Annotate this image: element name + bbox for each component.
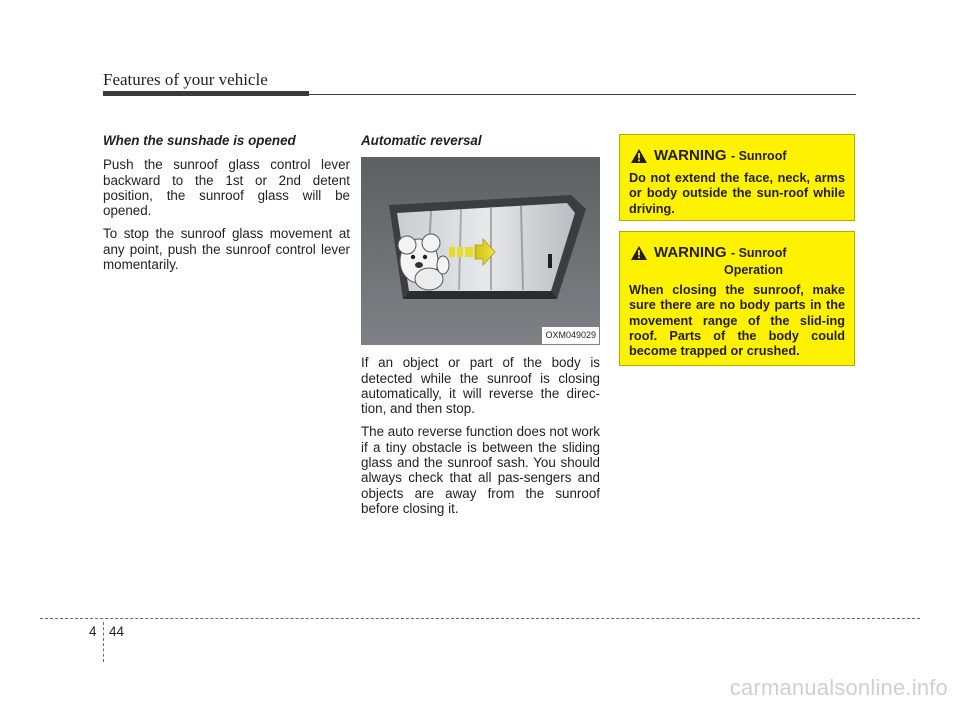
warning-subject: - Sunroof: [730, 149, 787, 163]
middle-column: [361, 133, 600, 524]
paragraph: To stop the sunroof glass movement at any point, push the sunroof control lever momentarily.: [103, 226, 350, 273]
figure-code: OXM049029: [542, 327, 599, 344]
header-rule-thick: [103, 91, 309, 96]
sunroof-illustration: [361, 157, 600, 345]
warning-body: When closing the sunroof, make sure there are no body parts in the movement range of the slid-ing roof. Parts of the body could become trapped or crushed.: [629, 283, 845, 359]
warning-triangle-icon: [630, 148, 648, 164]
warning-header: [630, 147, 854, 165]
watermark: carmanualsonline.info: [729, 675, 948, 700]
warning-triangle-icon: [630, 245, 648, 261]
paragraph: Push the sunroof glass control lever backward to the 1st or 2nd detent position, the sunroof glass will be opened.: [103, 157, 350, 219]
header-rule-thin: [309, 94, 856, 95]
warning-header: [630, 244, 854, 262]
page-header-title: Features of your vehicle: [103, 70, 268, 89]
chapter-number: 4: [89, 624, 97, 639]
warning-box-sunroof-operation: [619, 231, 855, 366]
subheading-sunshade-opened: When the sunshade is opened: [103, 133, 296, 148]
paragraph: The auto reverse function does not work if a tiny obstacle is between the sliding glass and the sunroof sash. You should always check that all pas-sengers and objects are away from the sunroof before closing it.: [361, 424, 600, 516]
page-number: 44: [109, 624, 125, 639]
warning-body: Do not extend the face, neck, arms or body outside the sun-roof while driving.: [629, 171, 845, 216]
paragraph: If an object or part of the body is detected while the sunroof is closing automatically, it will reverse the direc-tion, and then stop.: [361, 355, 600, 417]
warning-subject: - Sunroof: [730, 246, 787, 260]
warning-word: WARNING: [654, 244, 727, 261]
footer-rule: [40, 618, 920, 619]
subheading-automatic-reversal: Automatic reversal: [361, 133, 482, 148]
footer-vertical-rule: [103, 622, 104, 662]
warning-word: WARNING: [654, 147, 727, 164]
warning-box-sunroof: [619, 134, 855, 221]
sunroof-reversal-image: [361, 157, 600, 345]
left-column: [103, 133, 350, 280]
warning-subject-line2: Operation: [724, 263, 784, 277]
